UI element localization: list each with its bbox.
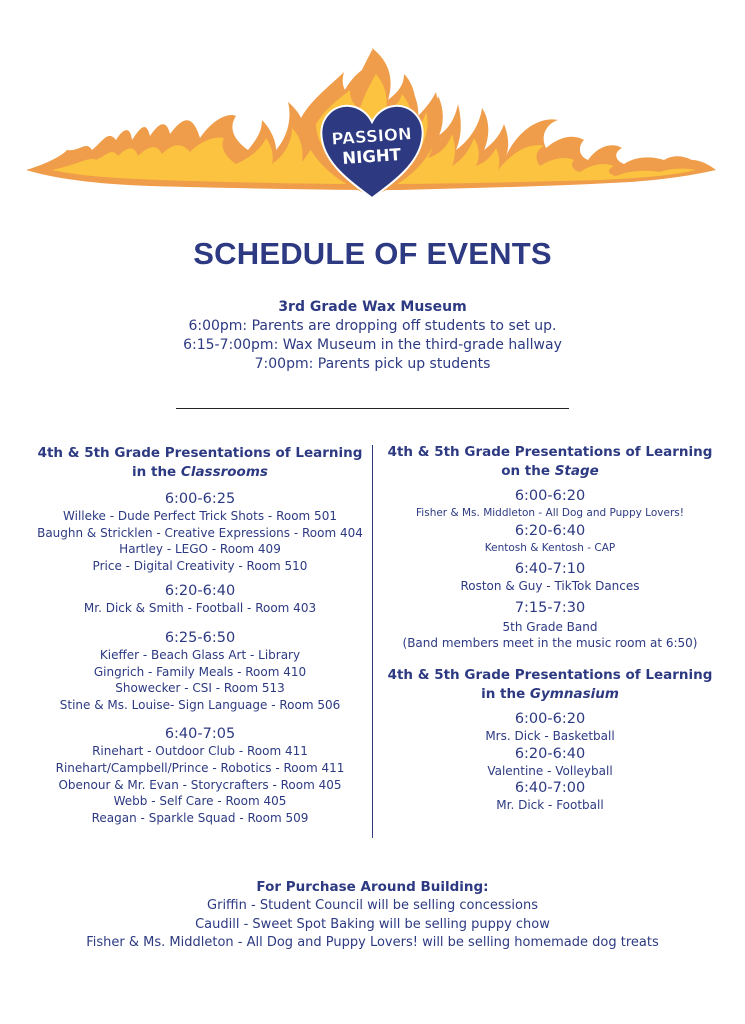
time-slot: 6:25-6:50 <box>164 629 236 646</box>
event-item: 5th Grade Band <box>502 619 598 634</box>
gym-title-line2 <box>372 685 728 704</box>
wax-museum-section <box>0 298 745 374</box>
stage-title-line2 <box>372 462 728 481</box>
wax-museum-line: 6:00pm: Parents are dropping off students to set up. <box>188 318 557 334</box>
purchase-heading: For Purchase Around Building: <box>256 879 489 895</box>
classrooms-title-line2 <box>22 463 378 482</box>
stage-title-prefix: on the <box>501 463 555 479</box>
gym-title-prefix: in the <box>481 685 530 702</box>
event-item: Rinehart - Outdoor Club - Room 411 <box>92 744 308 759</box>
purchase-line: Caudill - Sweet Spot Baking will be selling puppy chow <box>195 916 550 932</box>
logo-line2: NIGHT <box>341 144 402 169</box>
event-item: Showecker - CSI - Room 513 <box>115 681 285 696</box>
wax-museum-heading: 3rd Grade Wax Museum <box>278 299 467 315</box>
event-item: Mrs. Dick - Basketball <box>485 728 615 743</box>
event-item: Rinehart/Campbell/Prince - Robotics - Room 411 <box>55 760 345 775</box>
time-slot: 6:40-7:05 <box>164 726 236 743</box>
event-item: Mr. Dick & Smith - Football - Room 403 <box>83 601 317 616</box>
time-slot: 6:20-6:40 <box>164 583 236 600</box>
event-item: Fisher & Ms. Middleton - All Dog and Puppy Lovers! <box>416 507 684 519</box>
event-item: Stine & Ms. Louise- Sign Language - Room 506 <box>59 697 341 712</box>
event-item: Kentosh & Kentosh - CAP <box>484 541 616 554</box>
classrooms-title-emphasis: Classrooms <box>180 464 268 480</box>
stage-section <box>372 443 728 814</box>
event-item: Obenour & Mr. Evan - Storycrafters - Room 405 <box>58 777 342 792</box>
event-item: Willeke - Dude Perfect Trick Shots - Room 501 <box>63 509 337 523</box>
gym-title-emphasis: Gymnasium <box>529 685 619 702</box>
event-item: Mr. Dick - Football <box>496 798 604 813</box>
classrooms-title <box>22 444 378 482</box>
wax-museum-line: 7:00pm: Parents pick up students <box>254 356 491 372</box>
gymnasium-section <box>372 666 728 814</box>
time-slot: 6:00-6:20 <box>514 710 586 727</box>
time-slot: 6:20-6:40 <box>514 745 586 762</box>
stage-title-line1: 4th & 5th Grade Presentations of Learning <box>387 444 713 460</box>
time-slot: 6:20-6:40 <box>514 522 586 539</box>
event-item: Webb - Self Care - Room 405 <box>113 794 287 809</box>
classrooms-section <box>22 444 378 826</box>
time-slot: 6:00-6:25 <box>164 491 236 507</box>
event-item: Price - Digital Creativity - Room 510 <box>92 558 308 573</box>
gym-title-line1: 4th & 5th Grade Presentations of Learning <box>387 666 713 683</box>
page-title: SCHEDULE OF EVENTS <box>193 236 552 271</box>
event-item: Valentine - Volleyball <box>487 763 613 778</box>
wax-museum-line: 6:15-7:00pm: Wax Museum in the third-grade hallway <box>183 337 562 353</box>
event-item: (Band members meet in the music room at 6:50) <box>402 636 698 651</box>
purchase-line: Griffin - Student Council will be selling concessions <box>207 898 538 913</box>
classrooms-title-prefix: in the <box>132 464 181 480</box>
purchase-section <box>0 878 745 953</box>
time-slot: 6:00-6:20 <box>514 488 586 504</box>
gym-title <box>372 666 728 704</box>
event-item: Roston & Guy - TikTok Dances <box>460 579 640 594</box>
time-slot: 6:40-7:00 <box>514 780 586 797</box>
event-item: Reagan - Sparkle Squad - Room 509 <box>91 810 309 825</box>
horizontal-divider <box>176 408 569 409</box>
time-slot: 6:40-7:10 <box>514 561 586 578</box>
time-slot: 7:15-7:30 <box>514 599 586 616</box>
event-item: Hartley - LEGO - Room 409 <box>119 542 281 557</box>
stage-title <box>372 443 728 481</box>
event-item: Baughn & Stricklen - Creative Expressions - Room 404 <box>37 525 363 540</box>
classrooms-title-line1: 4th & 5th Grade Presentations of Learning <box>37 445 363 461</box>
logo-line1: PASSION <box>330 124 413 149</box>
passion-night-logo <box>0 0 745 215</box>
stage-title-emphasis: Stage <box>554 463 599 479</box>
event-item: Gingrich - Family Meals - Room 410 <box>93 664 307 679</box>
event-item: Kieffer - Beach Glass Art - Library <box>99 647 301 662</box>
purchase-line: Fisher & Ms. Middleton - All Dog and Puppy Lovers! will be selling homemade dog treats <box>86 935 659 950</box>
